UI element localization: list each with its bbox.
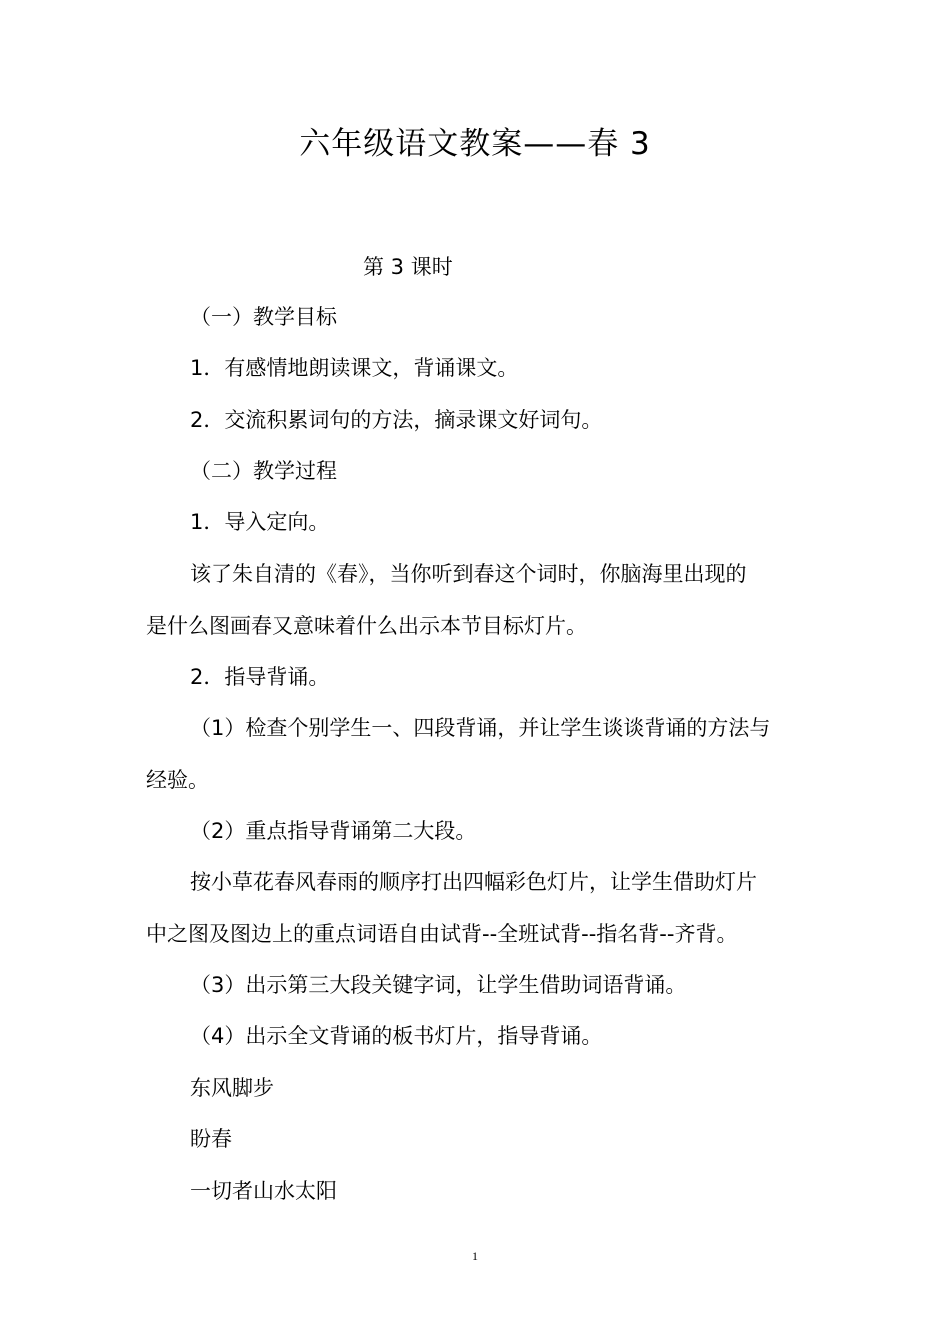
lesson-subtitle: 第 3 课时 — [363, 255, 453, 279]
board-text-line: 东风脚步 — [190, 1076, 274, 1100]
board-text-line: 盼春 — [190, 1127, 232, 1151]
body-paragraph-line: （3）出示第三大段关键字词，让学生借助词语背诵。 — [190, 973, 687, 997]
body-paragraph-line: （4）出示全文背诵的板书灯片，指导背诵。 — [190, 1024, 603, 1048]
process-step: 1．导入定向。 — [190, 510, 330, 534]
section-heading-process: （二）教学过程 — [190, 459, 337, 483]
page-number: 1 — [472, 1249, 478, 1263]
process-step: 2．指导背诵。 — [190, 665, 330, 689]
body-paragraph-line: 中之图及图边上的重点词语自由试背--全班试背--指名背--齐背。 — [146, 922, 738, 946]
document-title: 六年级语文教案——春 3 — [299, 126, 651, 162]
objective-item: 2．交流积累词句的方法，摘录课文好词句。 — [190, 408, 603, 432]
body-paragraph-line: 该了朱自清的《春》，当你听到春这个词时，你脑海里出现的 — [190, 562, 747, 586]
body-paragraph-line: （2）重点指导背诵第二大段。 — [190, 819, 477, 843]
body-paragraph-line: 是什么图画春又意味着什么出示本节目标灯片。 — [146, 614, 587, 638]
board-text-line: 一切者山水太阳 — [190, 1179, 337, 1203]
section-heading-objectives: （一）教学目标 — [190, 305, 337, 329]
body-paragraph-line: 按小草花春风春雨的顺序打出四幅彩色灯片，让学生借助灯片 — [190, 870, 757, 894]
objective-item: 1．有感情地朗读课文，背诵课文。 — [190, 356, 519, 380]
body-paragraph-line: （1）检查个别学生一、四段背诵，并让学生谈谈背诵的方法与 — [190, 716, 771, 740]
body-paragraph-line: 经验。 — [146, 768, 209, 792]
